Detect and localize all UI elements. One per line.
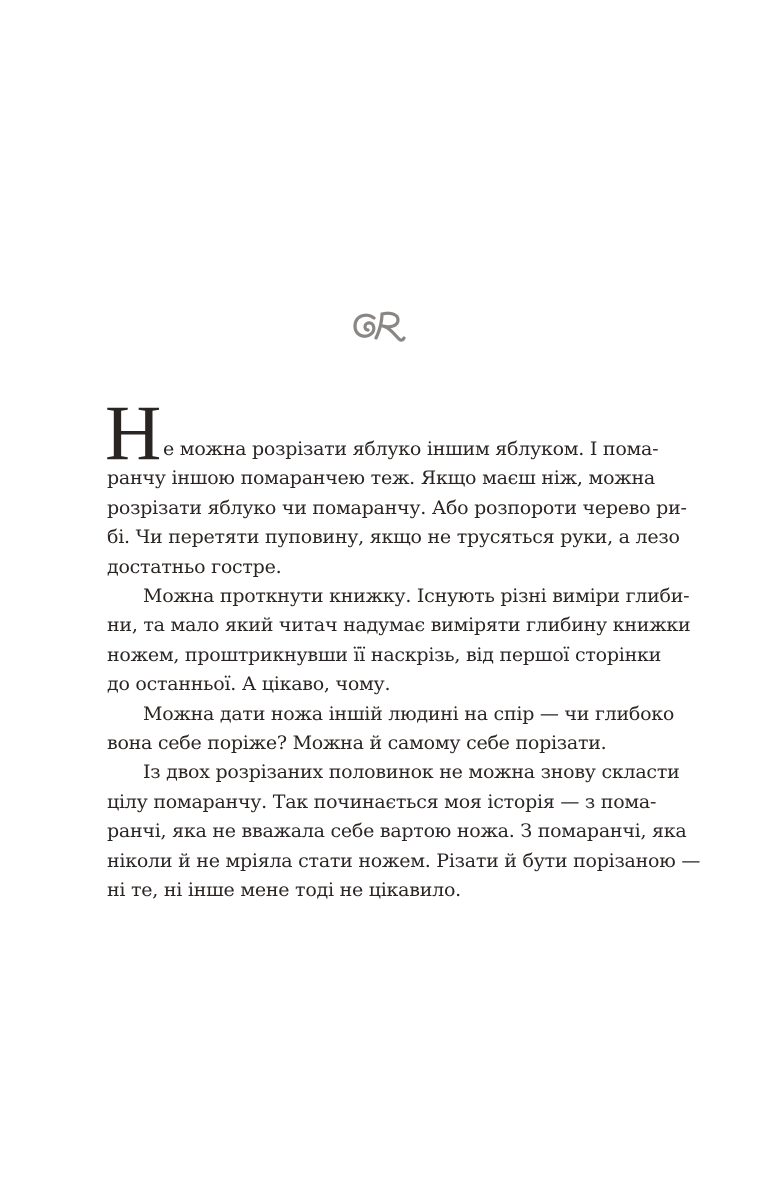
- text-line: до останньої. А цікаво, чому.: [107, 673, 391, 696]
- text-line: ніколи й не мріяла стати ножем. Різати й бути порізаною —: [107, 849, 701, 872]
- text-line: Можна дати ножа іншій людині на спір — чи глибоко: [143, 702, 675, 725]
- text-line: ранчі, яка не вважала себе вартою ножа. З помаранчі, яка: [107, 820, 687, 843]
- drop-cap: Н: [105, 389, 162, 476]
- text-line: ни, та мало який читач надумає виміряти глибину книжки: [107, 614, 691, 637]
- text-line: е можна розрізати яблуко іншим яблуком. І пома-: [163, 438, 659, 460]
- text-line: вона себе поріже? Можна й самому себе порізати.: [107, 732, 607, 754]
- text-line: цілу помаранчу. Так починається моя історія — з пома-: [107, 790, 657, 813]
- text-line: достатньо гостре.: [107, 555, 282, 578]
- text-line: Із двох розрізаних половинок не можна знову скласти: [143, 761, 680, 784]
- flourish-ornament-icon: [352, 308, 406, 344]
- text-line: ні те, ні інше мене тоді не цікавило.: [107, 879, 461, 901]
- text-line: ранчу іншою помаранчею теж. Якщо маєш ніж, можна: [107, 467, 655, 490]
- text-line: розрізати яблуко чи помаранчу. Або розпороти черево ри-: [107, 496, 687, 519]
- text-line: ножем, проштрикнувши її наскрізь, від першої сторінки: [107, 643, 662, 666]
- text-line: Можна проткнути книжку. Існують різні виміри глиби-: [143, 585, 690, 607]
- text-line: бі. Чи перетяти пуповину, якщо не трусяться руки, а лезо: [107, 526, 680, 549]
